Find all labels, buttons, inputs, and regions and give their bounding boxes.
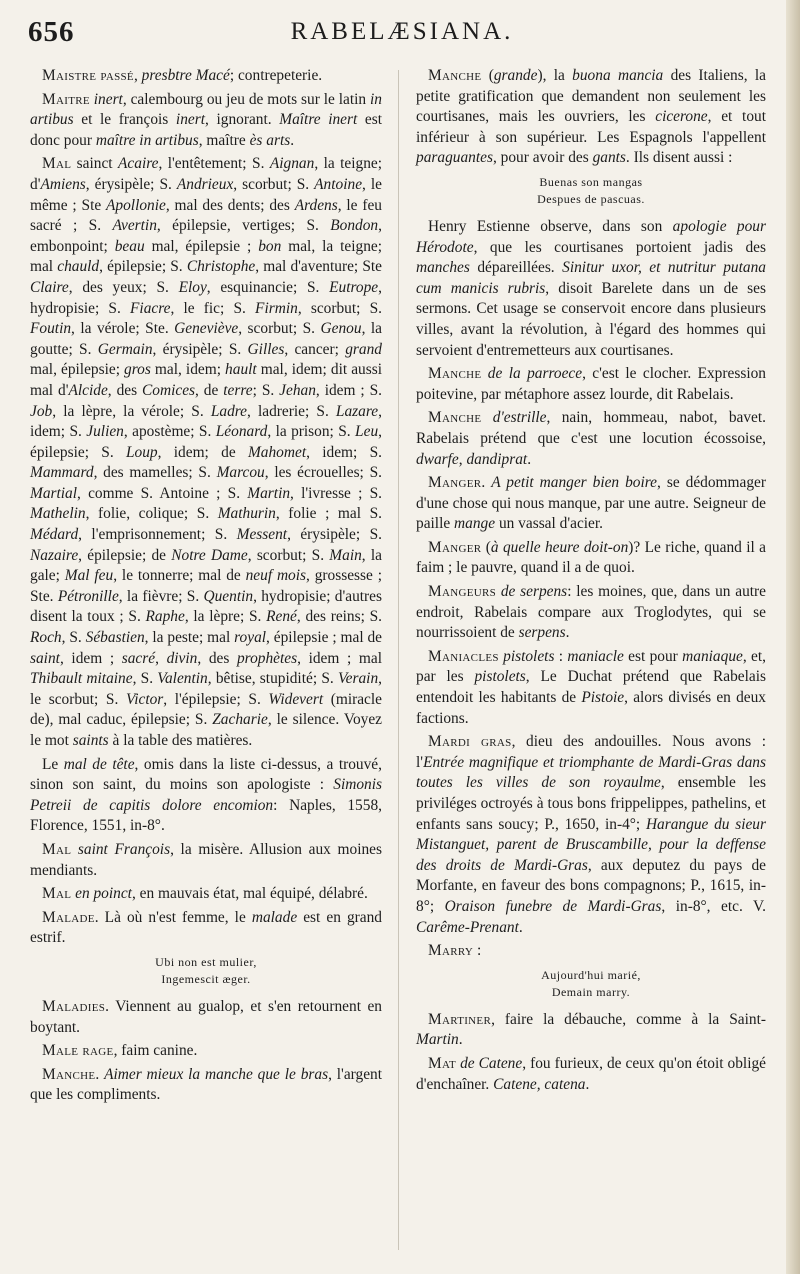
page-header [28, 16, 776, 60]
entry-marry: Marry : [428, 942, 482, 960]
entry-maladies: Maladies. Viennent au gualop, et s'en retournent en boytant. [30, 997, 382, 1036]
verse-quote-marry [416, 967, 766, 1001]
entry-maistre-passe: Maistre passé, presbtre Macé; contrepeterie. [42, 67, 323, 84]
entry-mangeurs-serpens: Mangeurs de serpens: les moines, que, dans un autre endroit, Rabelais compare aux Troglodytes, qui se nourrissoient de serpens. [416, 583, 766, 642]
verse-quote-buenas [416, 174, 766, 208]
column-gap [398, 70, 399, 1250]
verse-line: Buenas son mangas [539, 174, 643, 189]
entry-mal-en-poinct: Mal en poinct, en mauvais état, mal équipé, délabré. [42, 885, 368, 903]
entry-manche-parroece: Manche de la parroece, c'est le clocher. Expression poitevine, par métaphore assez lourde, dit Rabelais. [416, 365, 766, 403]
entry-mardi-gras: Mardi gras, dieu des andouilles. Nous avons : l'Entrée magnifique et triomphante de Mardi-Gras dans toutes les villes de son royaulme, ensemble les priviléges octroyés à tous bons frippelippes, pathelins, et enfants sans soucy; P., 1650, in-4°; Harangue du sieur Mistanguet, parent de Bruscambille, pour la deffense des droits de Mardi-Gras, aux deputez du pays de Morfante, en faveur des bons compagnons; P., 1615, in-8°; Oraison funebre de Mardi-Gras, in-8°, etc. V. Carême-Prenant. [416, 733, 767, 936]
entry-malade: Malade. Là où n'est femme, le malade est en grand estrif. [30, 908, 382, 947]
verse-line: Ubi non est mulier, [155, 954, 257, 969]
verse-line: Ingemescit æger. [161, 971, 251, 986]
verse-line: Despues de pascuas. [537, 191, 645, 206]
verse-line: Demain marry. [551, 984, 631, 999]
entry-manger: Manger. A petit manger bien boire, se dédommager d'une chose qui nous manque, par une autre. Seigneur de paille mange un vassal d'acier. [416, 474, 766, 533]
entry-mal-saint-francois: Mal saint François, la misère. Allusion aux moines mendiants. [30, 840, 382, 879]
verse-quote-ubi [30, 954, 382, 988]
entry-manger-heure: Manger (à quelle heure doit-on)? Le riche, quand il a faim ; le pauvre, quand il a de quoi. [416, 538, 766, 577]
entry-mal-sainct: Mal sainct Acaire, l'entêtement; S. Aignan, la teigne; d'Amiens, érysipèle; S. Andrieux, scorbut; S. Antoine, le même ; Ste Apollonie, mal des dents; des Ardens, le feu sacré ; S. Avertin, épilepsie, vertiges; S. Bondon, embonpoint; beau mal, épilepsie ; bon mal, la teigne; mal chauld, épilepsie; S. Christophe, mal d'aventure; Ste Claire, des yeux; S. Eloy, esquinancie; S. Eutrope, hydropisie; S. Fiacre, le fic; S. Firmin, scorbut; S. Foutin, la vérole; Ste. Geneviève, scorbut; S. Genou, la goutte; S. Germain, érysipèle; S. Gilles, cancer; grand mal, épilepsie; gros mal, idem; hault mal, idem; dit aussi mal d'Alcide, des Comices, de terre; S. Jehan, idem ; S. Job, la lèpre, la vérole; S. Ladre, ladrerie; S. Lazare, idem; S. Julien, apostème; S. Léonard, la prison; S. Leu, épilepsie; S. Loup, idem; de Mahomet, idem; S. Mammard, des mamelles; S. Marcou, les écrouelles; S. Martial, comme S. Antoine ; S. Martin, l'ivresse ; S. Mathelin, folie, colique; S. Mathurin, folie ; mal S. Médard, l'emprisonnement; S. Messent, érysipèle; S. Nazaire, épilepsie; de Notre Dame, scorbut; S. Main, la gale; Mal feu, le tonnerre; mal de neuf mois, grossesse ; Ste. Pétronille, la fièvre; S. Quentin, hydropisie; d'autres disent la toux ; S. Raphe, la lèpre; S. René, des reins; S. Roch, S. Sébastien, la peste; mal royal, épilepsie ; mal de saint, idem ; sacré, divin, des prophètes, idem ; mal Thibault mitaine, S. Valentin, bêtise, stupidité; S. Verain, le scorbut; S. Victor, l'épilepsie; S. Widevert (miracle de), mal caduc, épilepsie; S. Zacharie, le silence. Voyez le mot saints à la table des matières. [30, 155, 383, 749]
verse-line: Aujourd'hui marié, [541, 967, 641, 982]
left-column [30, 66, 382, 1109]
entry-maniacles: Maniacles pistolets : maniacle est pour maniaque, et, par les pistolets, Le Duchat prétend que Rabelais entendoit les habitants de Pistoie, alors divisés en deux factions. [416, 647, 766, 727]
running-head: RABELÆSIANA. [290, 18, 514, 45]
entry-mat-de-catene: Mat de Catene, fou furieux, de ceux qu'on étoit obligé d'enchaîner. Catene, catena. [416, 1054, 767, 1093]
entry-henry-estienne: Henry Estienne observe, dans son apologie pour Hérodote, que les courtisanes portoient jadis des manches dépareillées. Sinitur uxor, et nutritur putana cum manicis rubris, disoit Barelete dans un de ses sermons. Cet usage se conservoit encore dans plusieurs villes, avant la révolution, à l'égard des hommes qui servoient d'entremetteurs aux courtisanes. [416, 217, 766, 359]
entry-mal-de-tete: Le mal de tête, omis dans la liste ci-dessus, a trouvé, sinon son saint, du moins son apologiste : Simonis Petreii de capitis dolore encomion: Naples, 1558, Florence, 1551, in-8°. [30, 755, 382, 835]
entry-manche-estrille: Manche d'estrille, nain, hommeau, nabot, bavet. Rabelais prétend que c'est une locution écossoise, dwarfe, dandiprat. [416, 409, 766, 468]
entry-martiner: Martiner, faire la débauche, comme à la Saint-Martin. [416, 1010, 766, 1049]
page-number: 656 [28, 16, 75, 48]
right-column [416, 66, 766, 1098]
entry-manche-aimer: Manche. Aimer mieux la manche que le bras, l'argent que les compliments. [30, 1065, 383, 1104]
page-edge [786, 0, 800, 1274]
entry-male-rage: Male rage, faim canine. [42, 1042, 198, 1060]
entry-manche-grande: Manche (grande), la buona mancia des Italiens, la petite gratification que demandent non seulement les courtisanes, mais les ouvriers, les cicerone, et tout inférieur à son supérieur. Les Espagnols l'appellent paraguantes, pour avoir des gants. Ils disent aussi : [416, 67, 766, 167]
entry-maitre-inert: Maitre inert, calembourg ou jeu de mots sur le latin in artibus et le françois inert, ignorant. Maître inert est donc pour maître in artibus, maître ès arts. [30, 90, 382, 149]
